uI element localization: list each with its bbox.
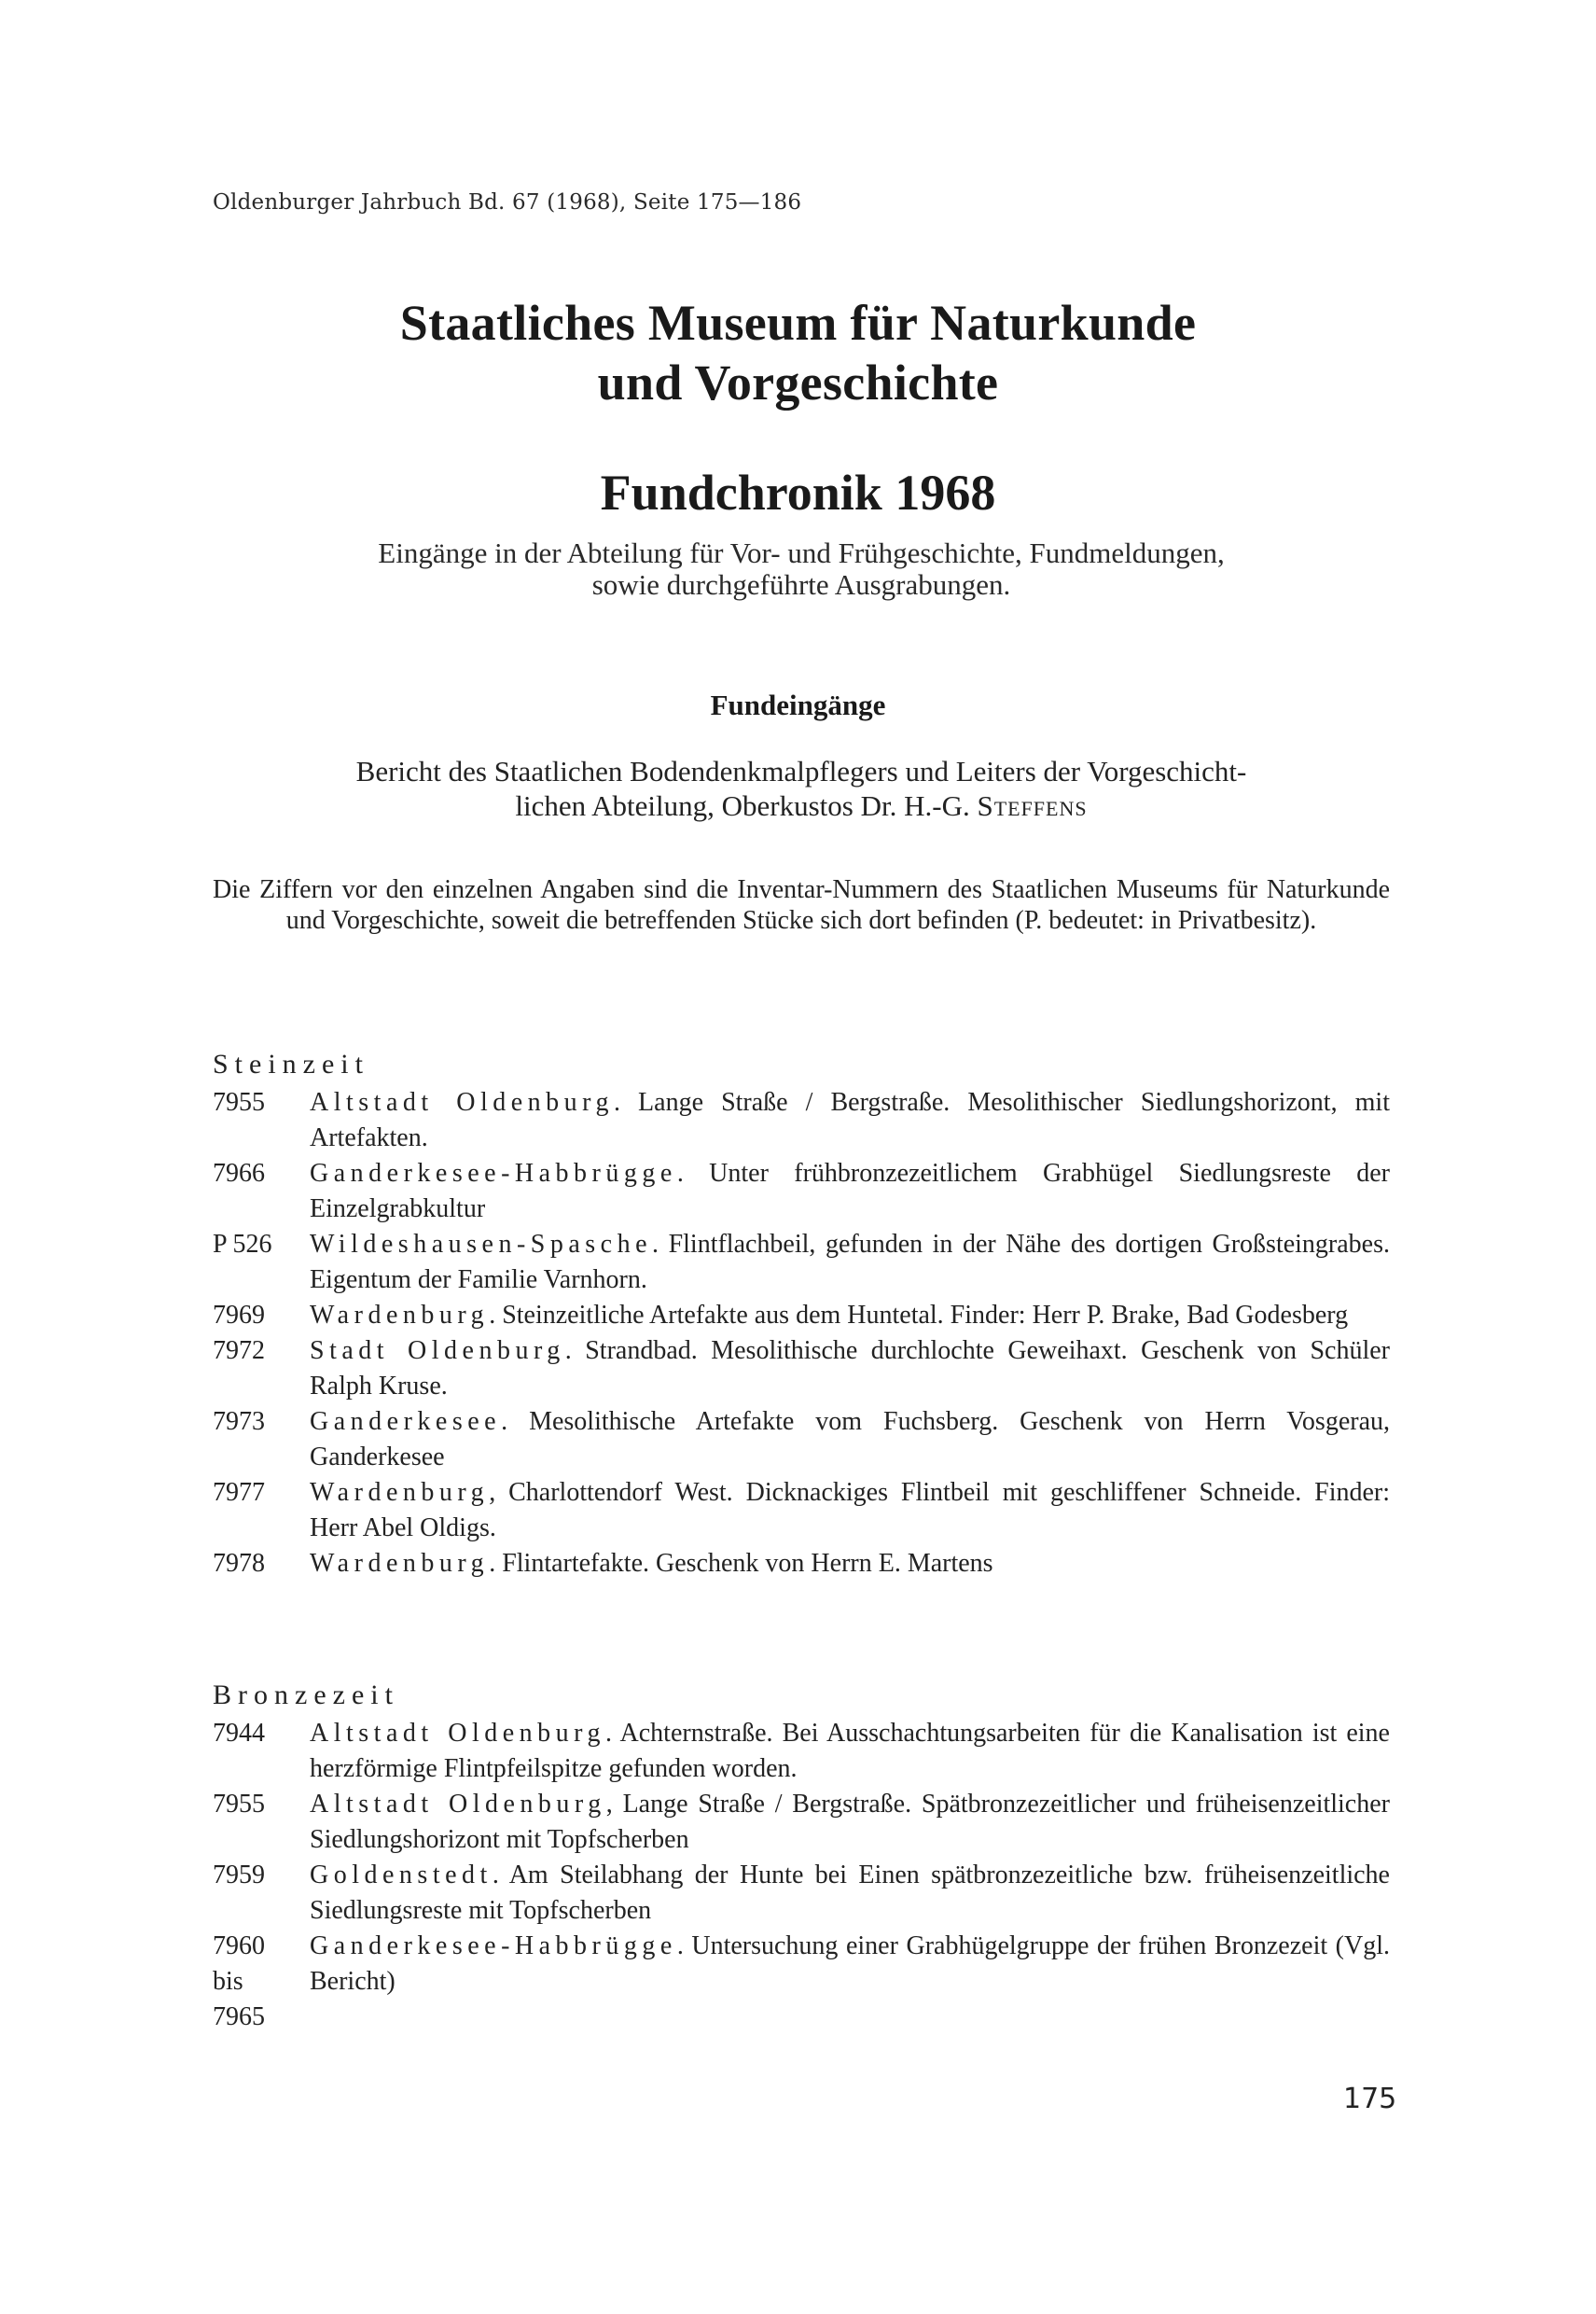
find-location: Stadt Oldenburg [310,1336,565,1365]
inventory-number: 7973 [213,1407,265,1436]
byline-prefix: lichen Abteilung, Oberkustos Dr. H.-G. [515,789,978,822]
find-description: Flintartefakte. Geschenk von Herrn E. Martens [502,1549,993,1578]
find-description: Achternstraße. Bei Ausschachtungsarbeiten für die Kanalisation ist eine herzförmige Flintpfeilspitze gefunden worden. [310,1719,1390,1783]
entry-text: Ganderkesee-Habbrügge. Unter frühbronzezeitlichem Grabhügel Siedlungsreste der Einzelgrabkultur [310,1159,1391,1223]
list-item [213,1858,1390,1929]
list-item [213,1156,1390,1227]
list-item [213,1929,1390,2035]
entry-text: Altstadt Oldenburg. Achternstraße. Bei Ausschachtungsarbeiten für die Kanalisation ist eine herzförmige Flintpfeilspitze gefunden worden. [310,1719,1390,1783]
entry-text: Goldenstedt. Am Steilabhang der Hunte bei Einen spätbronzezeitliche bzw. früheisenzeitliche Siedlungsreste mit Topfscherben [310,1861,1390,1925]
list-item [213,1716,1390,1787]
list-item [213,1333,1390,1404]
entry-list-bronzezeit [213,1716,1390,2035]
find-description: Strandbad. Mesolithische durchlochte Geweihaxt. Geschenk von Schüler Ralph Kruse. [310,1336,1390,1401]
intro-text [213,537,1390,601]
entry-text: Ganderkesee. Mesolithische Artefakte vom Fuchsberg. Geschenk von Herrn Vosgerau, Ganderkesee [310,1407,1390,1471]
find-description: Lange Straße / Bergstraße. Mesolithischer Siedlungshorizont, mit Artefakten. [310,1088,1390,1152]
find-location: Wardenburg [310,1549,490,1578]
find-location: Ganderkesee-Habbrügge [310,1931,677,1960]
entry-text: Altstadt Oldenburg, Lange Straße / Bergstraße. Spätbronzezeitlicher und früheisenzeitlicher Siedlungshorizont mit Topfscherben [310,1790,1390,1854]
find-description: Steinzeitliche Artefakte aus dem Huntetal. Finder: Herr P. Brake, Bad Godesberg [502,1301,1349,1330]
find-location: Wardenburg [310,1478,490,1507]
section-label-bronzezeit: Bronzezeit [213,1680,399,1710]
find-description: Mesolithische Artefakte vom Fuchsberg. Geschenk von Herrn Vosgerau, Ganderkesee [310,1407,1390,1471]
inventory-number: 7978 [213,1549,265,1578]
list-item [213,1475,1390,1546]
page-number: 175 [1343,2083,1397,2115]
inventory-number: 7955 [213,1790,265,1819]
find-location: Altstadt Oldenburg [310,1719,605,1748]
find-description: Am Steilabhang der Hunte bei Einen spätbronzezeitliche bzw. früheisenzeitliche Siedlungsreste mit Topfscherben [310,1861,1390,1925]
inventory-number: 7977 [213,1478,265,1507]
inventory-number: 7972 [213,1336,265,1365]
inventory-number-range: 7960 bis 7965 [213,1931,265,2031]
section-label-steinzeit: Steinzeit [213,1049,369,1080]
inventory-number: P 526 [213,1230,272,1259]
find-description: Lange Straße / Bergstraße. Spätbronzezeitlicher und früheisenzeitlicher Siedlungshorizont mit Topfscherben [310,1790,1390,1854]
inventory-number: 7969 [213,1301,265,1330]
find-description: Untersuchung einer Grabhügelgruppe der frühen Bronzezeit (Vgl. Bericht) [310,1931,1391,1996]
find-description: Flintflachbeil, gefunden in der Nähe des dortigen Großsteingrabes. Eigentum der Familie Varnhorn. [310,1230,1391,1294]
inventory-note-paragraph: Die Ziffern vor den einzelnen Angaben sind die Inventar-Nummern des Staatlichen Museums für Naturkunde und Vorgeschichte, soweit die betreffenden Stücke sich dort befinden (P. bedeutet: in Privatbesitz). [213,875,1390,935]
list-item [213,1227,1390,1298]
section-heading-fundeingaenge: Fundeingänge [710,689,886,721]
entry-list-steinzeit [213,1085,1390,1582]
find-description: Unter frühbronzezeitlichem Grabhügel Siedlungsreste der Einzelgrabkultur [310,1159,1391,1223]
find-location: Altstadt Oldenburg [310,1790,606,1819]
title-line-1: Staatliches Museum für Naturkunde [399,295,1197,351]
find-location: Wildeshausen-Spasche [310,1230,653,1259]
list-item [213,1787,1390,1858]
list-item [213,1298,1390,1333]
entry-text: Wardenburg. Steinzeitliche Artefakte aus dem Huntetal. Finder: Herr P. Brake, Bad Godesberg [310,1301,1349,1330]
find-location: Ganderkesee [310,1407,502,1436]
entry-text: Stadt Oldenburg. Strandbad. Mesolithische durchlochte Geweihaxt. Geschenk von Schüler Ralph Kruse. [310,1336,1390,1401]
find-location: Goldenstedt [310,1861,493,1889]
entry-text: Wardenburg. Flintartefakte. Geschenk von Herrn E. Martens [310,1549,993,1578]
entry-text: Altstadt Oldenburg. Lange Straße / Bergstraße. Mesolithischer Siedlungshorizont, mit Artefakten. [310,1088,1390,1152]
entry-text: Ganderkesee-Habbrügge. Untersuchung einer Grabhügelgruppe der frühen Bronzezeit (Vgl. Bericht) [310,1931,1391,1996]
chronik-heading: Fundchronik 1968 [600,465,996,521]
inventory-number: 7959 [213,1861,265,1889]
inventory-number: 7955 [213,1088,265,1117]
byline-line-1: Bericht des Staatlichen Bodendenkmalpflegers und Leiters der Vorgeschicht- [355,755,1247,788]
find-location: Ganderkesee-Habbrügge [310,1159,677,1188]
find-location: Wardenburg [310,1301,490,1330]
byline-line-2 [213,788,1390,823]
intro-line-1: Eingänge in der Abteilung für Vor- und Frühgeschichte, Fundmeldungen, [378,537,1225,569]
page-title [0,293,1596,412]
list-item [213,1085,1390,1156]
intro-line-2: sowie durchgeführte Ausgrabungen. [591,568,1011,601]
title-line-2: und Vorgeschichte [597,355,999,411]
find-description: Charlottendorf West. Dicknackiges Flintbeil mit geschliffener Schneide. Finder: Herr Abel Oldigs. [310,1478,1391,1542]
entry-text: Wildeshausen-Spasche. Flintflachbeil, gefunden in der Nähe des dortigen Großsteingrabes. Eigentum der Familie Varnhorn. [310,1230,1391,1294]
list-item [213,1546,1390,1582]
inventory-number: 7944 [213,1719,265,1748]
journal-citation: Oldenburger Jahrbuch Bd. 67 (1968), Seite 175—186 [213,190,802,215]
find-location: Altstadt Oldenburg [310,1088,614,1117]
inventory-number: 7966 [213,1159,265,1188]
author-name: Steffens [977,789,1088,822]
list-item [213,1404,1390,1475]
entry-text: Wardenburg, Charlottendorf West. Dicknackiges Flintbeil mit geschliffener Schneide. Finder: Herr Abel Oldigs. [310,1478,1391,1542]
report-byline [213,754,1390,823]
